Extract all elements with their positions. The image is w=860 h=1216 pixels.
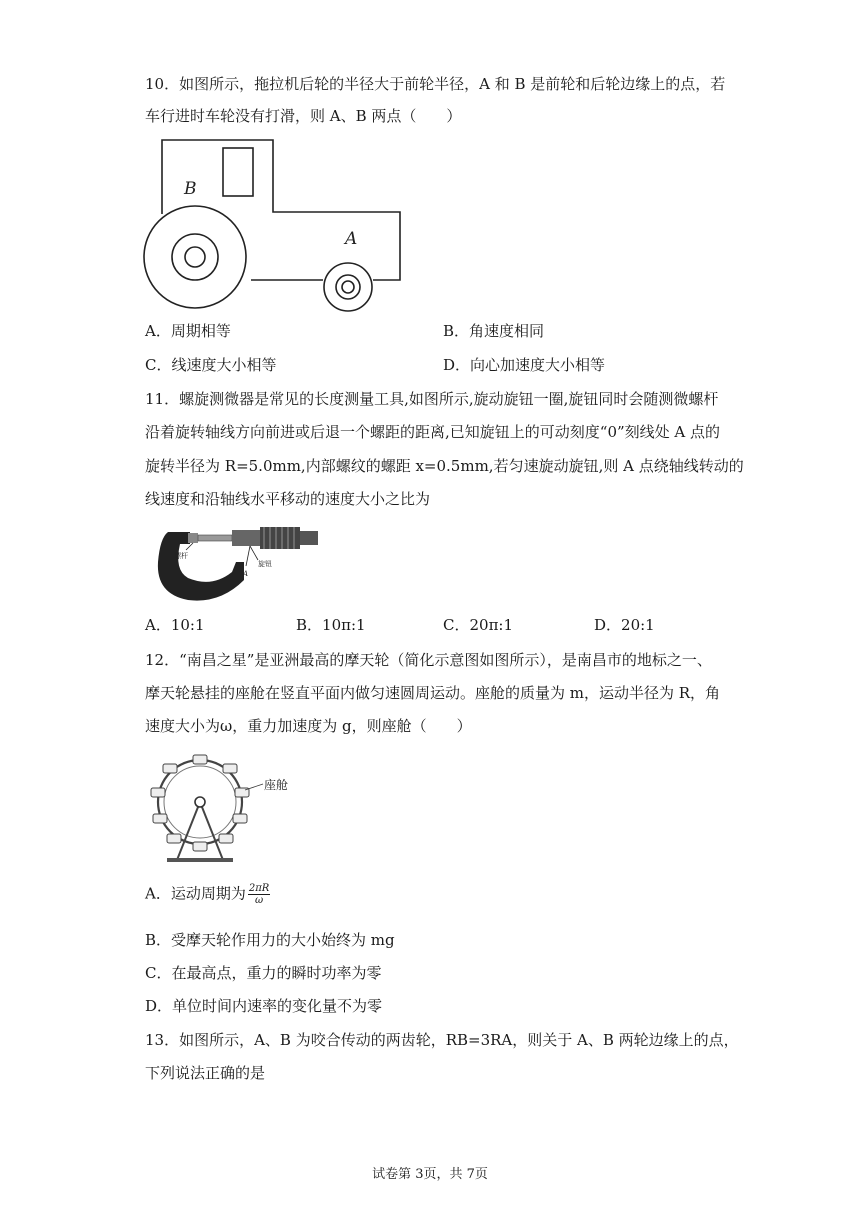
q10-line-1: 10．如图所示，拖拉机后轮的半径大于前轮半径，A 和 B 是前轮和后轮边缘上的点，若: [145, 75, 726, 93]
fraction-numerator: 2πR: [248, 883, 270, 894]
q11-line-1: 11．螺旋测微器是常见的长度测量工具,如图所示,旋动旋钮一圈,旋钮同时会随测微螺杆: [145, 390, 719, 408]
label-a-point: A: [243, 570, 249, 578]
q13-line-1: 13．如图所示，A、B 为咬合传动的两齿轮，RB=3RA，则关于 A、B 两轮边缘上的点，: [145, 1031, 739, 1049]
q12-option-c: C．在最高点，重力的瞬时功率为零: [145, 964, 382, 982]
q11-option-a: A．10:1: [145, 616, 205, 634]
q12-option-a-text: A．运动周期为: [145, 884, 246, 903]
q11-line-2: 沿着旋转轴线方向前进或后退一个螺距的距离,已知旋钮上的可动刻度“0”刻线处 A 点的: [145, 423, 721, 441]
label-screw: 螺杆: [174, 552, 188, 560]
q11-line-3: 旋转半径为 R=5.0mm,内部螺纹的螺距 x=0.5mm,若匀速旋动旋钮,则 A 点绕轴线转动的: [145, 457, 744, 475]
q11-option-d: D．20:1: [594, 616, 655, 634]
q12-option-a: [145, 883, 270, 906]
q12-line-2: 摩天轮悬挂的座舱在竖直平面内做匀速圆周运动。座舱的质量为 m，运动半径为 R，角: [145, 684, 721, 702]
q12-line-3: 速度大小为ω，重力加速度为 g，则座舱（ ）: [145, 717, 472, 735]
q10-option-c: C．线速度大小相等: [145, 356, 277, 374]
q11-line-4: 线速度和沿轴线水平移动的速度大小之比为: [145, 490, 431, 508]
label-knob: 旋钮: [258, 560, 272, 568]
q12-option-b: B．受摩天轮作用力的大小始终为 mg: [145, 931, 395, 949]
q10-option-d: D．向心加速度大小相等: [443, 356, 606, 374]
label-b: B: [184, 179, 197, 199]
q10-option-b: B．角速度相同: [443, 322, 545, 340]
q11-option-b: B．10π:1: [296, 616, 366, 634]
q10-line-2: 车行进时车轮没有打滑，则 A、B 两点（ ）: [145, 107, 462, 125]
q10-option-a: A．周期相等: [145, 322, 231, 340]
q12-option-d: D．单位时间内速率的变化量不为零: [145, 997, 383, 1015]
tractor-figure: [140, 134, 410, 314]
label-a: A: [345, 229, 358, 249]
q12-line-1: 12．“南昌之星”是亚洲最高的摩天轮（简化示意图如图所示），是南昌市的地标之一、: [145, 651, 712, 669]
q11-option-c: C．20π:1: [443, 616, 514, 634]
micrometer-figure: [150, 522, 325, 607]
page-footer: 试卷第 3页，共 7页: [372, 1167, 488, 1182]
period-fraction: [248, 883, 270, 906]
ferris-wheel-figure: [145, 752, 300, 868]
fraction-denominator: ω: [255, 895, 264, 906]
q13-line-2: 下列说法正确的是: [145, 1064, 266, 1082]
label-cabin: 座舱: [264, 778, 289, 792]
